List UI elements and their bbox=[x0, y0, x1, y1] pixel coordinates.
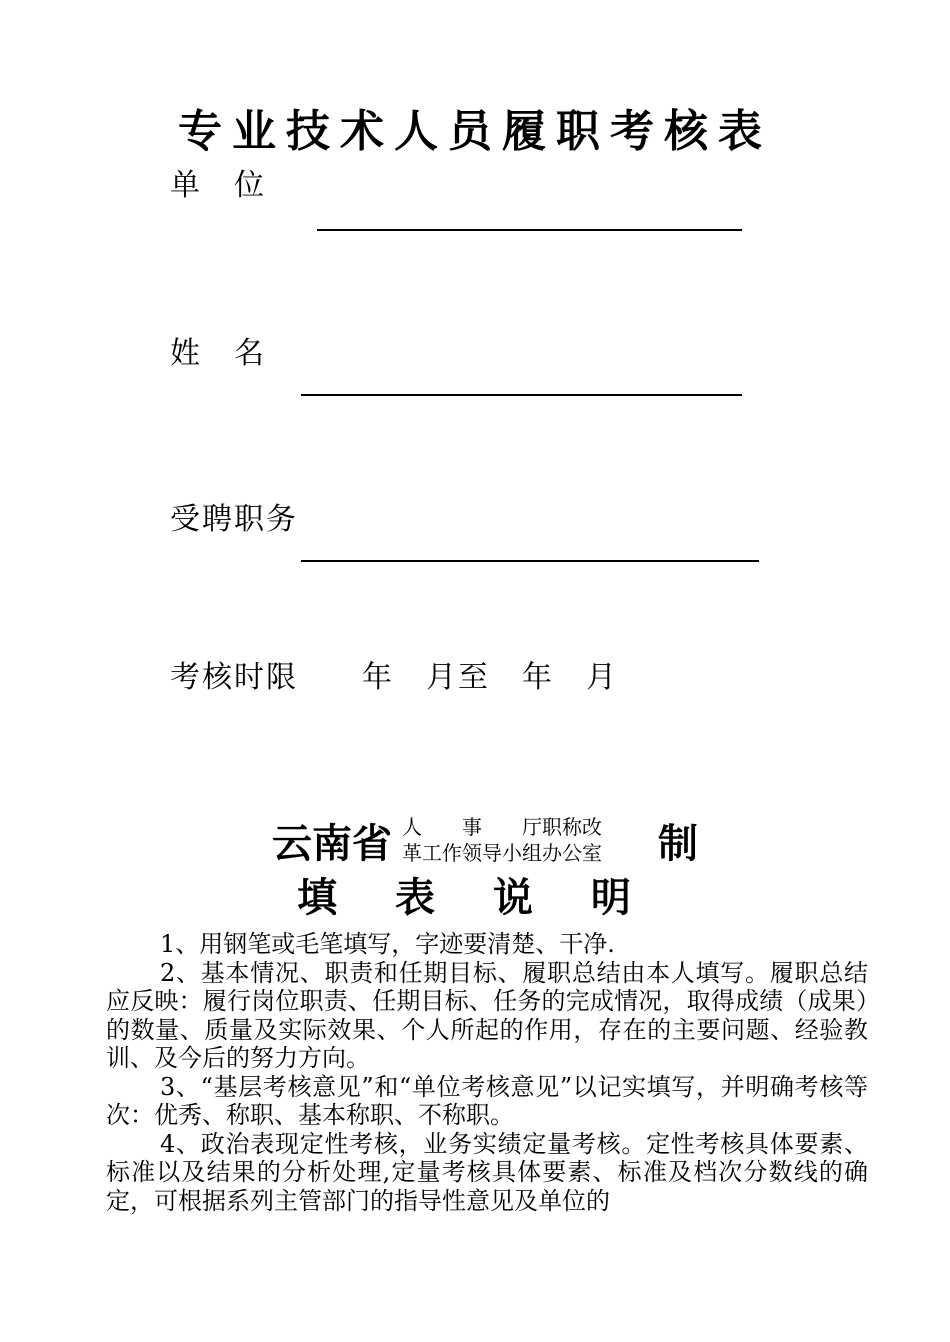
name-field-underline[interactable] bbox=[301, 394, 742, 396]
instruction-item: 2、基本情况、职责和任期目标、履职总结由本人填写。履职总结应反映：履行岗位职责、任期目标、任务的完成情况，取得成绩（成果）的数量、质量及实际效果、个人所起的作用，存在的主要问题、经验教训、及今后的努力方向。 bbox=[106, 958, 868, 1072]
issuer-dept-line1: 人 事 厅职称改 bbox=[402, 815, 602, 839]
issuer-province: 云南省 bbox=[272, 820, 392, 867]
instructions-heading: 填 表 说 明 bbox=[297, 874, 653, 921]
name-label: 姓 名 bbox=[170, 336, 266, 371]
unit-field-underline[interactable] bbox=[317, 229, 742, 231]
form-title: 专业技术人员履职考核表 bbox=[178, 106, 772, 157]
unit-label: 单 位 bbox=[170, 168, 266, 203]
issuer-block bbox=[0, 812, 950, 872]
position-field-underline[interactable] bbox=[301, 560, 759, 562]
assessment-period-label: 考核时限 年 月至 年 月 bbox=[170, 660, 618, 695]
instruction-item: 1、用钢笔或毛笔填写，字迹要清楚、干净. bbox=[160, 930, 615, 958]
instruction-item: 4、政治表现定性考核，业务实绩定量考核。定性考核具体要素、标准以及结果的分析处理,定量考核具体要素、标准及档次分数线的确定，可根据系列主管部门的指导性意见及单位的 bbox=[106, 1129, 868, 1215]
position-label: 受聘职务 bbox=[170, 502, 298, 537]
issuer-suffix: 制 bbox=[658, 820, 698, 867]
instruction-item: 3、“基层考核意见”和“单位考核意见”以记实填写，并明确考核等次：优秀、称职、基本称职、不称职。 bbox=[106, 1072, 868, 1129]
issuer-dept-line2: 革工作领导小组办公室 bbox=[402, 841, 602, 865]
instructions-body bbox=[106, 930, 868, 1215]
